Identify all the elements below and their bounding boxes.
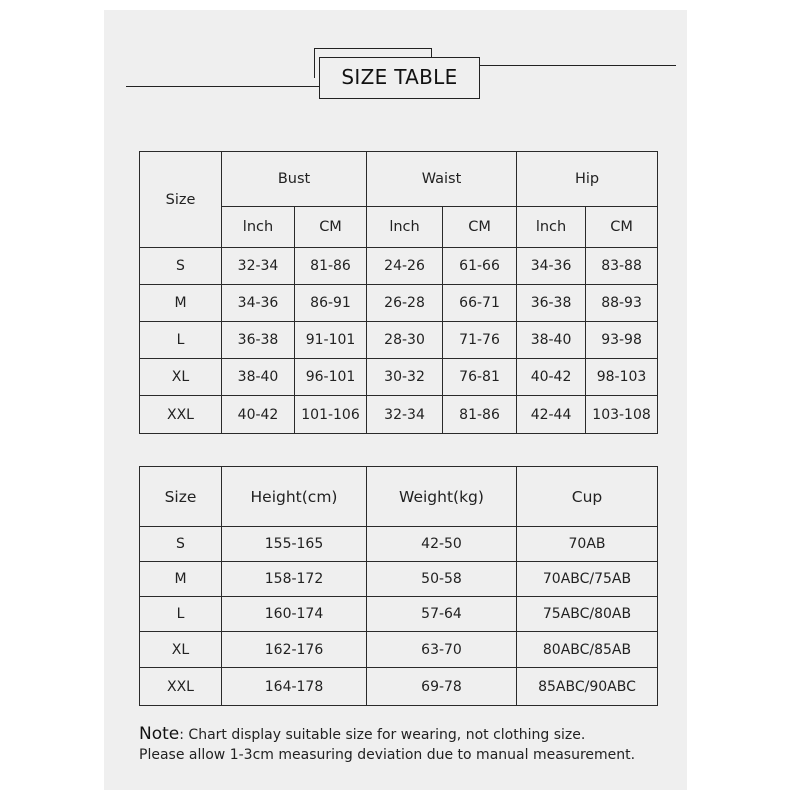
size-cell: XL bbox=[140, 359, 222, 396]
table-cell: 86-91 bbox=[295, 285, 367, 322]
table-cell: 40-42 bbox=[222, 396, 295, 434]
table-cell: 160-174 bbox=[222, 597, 367, 632]
fit-guide-table bbox=[139, 466, 658, 706]
header-row bbox=[140, 467, 658, 527]
size-cell: L bbox=[140, 322, 222, 359]
table-cell: 32-34 bbox=[367, 396, 443, 434]
table-cell: 38-40 bbox=[517, 322, 586, 359]
table-cell: 158-172 bbox=[222, 562, 367, 597]
table-cell: 32-34 bbox=[222, 248, 295, 285]
table-row bbox=[140, 359, 658, 396]
table-cell: 61-66 bbox=[443, 248, 517, 285]
table-cell: 34-36 bbox=[222, 285, 295, 322]
table-cell: 85ABC/90ABC bbox=[517, 668, 658, 706]
table-cell: 69-78 bbox=[367, 668, 517, 706]
height-header: Height(cm) bbox=[222, 467, 367, 527]
table-row bbox=[140, 396, 658, 434]
table-cell: 75ABC/80AB bbox=[517, 597, 658, 632]
cup-header: Cup bbox=[517, 467, 658, 527]
size-cell: S bbox=[140, 527, 222, 562]
table-row bbox=[140, 527, 658, 562]
size-cell: XXL bbox=[140, 668, 222, 706]
size-cell: M bbox=[140, 285, 222, 322]
table-row bbox=[140, 248, 658, 285]
size-header: Size bbox=[140, 152, 222, 248]
table-cell: 42-50 bbox=[367, 527, 517, 562]
table-cell: 81-86 bbox=[295, 248, 367, 285]
table-row bbox=[140, 285, 658, 322]
table-cell: 63-70 bbox=[367, 632, 517, 668]
table-cell: 26-28 bbox=[367, 285, 443, 322]
bust-header: Bust bbox=[222, 152, 367, 207]
table-cell: 93-98 bbox=[586, 322, 658, 359]
waist-header: Waist bbox=[367, 152, 517, 207]
size-header: Size bbox=[140, 467, 222, 527]
size-cell: S bbox=[140, 248, 222, 285]
note-label: Note bbox=[139, 724, 180, 744]
size-cell: XXL bbox=[140, 396, 222, 434]
unit-header: lnch bbox=[367, 207, 443, 248]
table-row bbox=[140, 562, 658, 597]
unit-header: lnch bbox=[222, 207, 295, 248]
table-cell: 98-103 bbox=[586, 359, 658, 396]
title-rule-left bbox=[126, 86, 321, 87]
table-row bbox=[140, 597, 658, 632]
table-cell: 164-178 bbox=[222, 668, 367, 706]
size-cell: M bbox=[140, 562, 222, 597]
table-cell: 96-101 bbox=[295, 359, 367, 396]
unit-header: lnch bbox=[517, 207, 586, 248]
note-text: : Chart display suitable size for wearing, not clothing size. bbox=[179, 727, 586, 743]
table-cell: 101-106 bbox=[295, 396, 367, 434]
table-cell: 57-64 bbox=[367, 597, 517, 632]
table-cell: 80ABC/85AB bbox=[517, 632, 658, 668]
group-header-row bbox=[140, 152, 658, 207]
table-cell: 71-76 bbox=[443, 322, 517, 359]
page-title: SIZE TABLE bbox=[341, 65, 458, 89]
table-cell: 36-38 bbox=[222, 322, 295, 359]
table-cell: 91-101 bbox=[295, 322, 367, 359]
table-cell: 66-71 bbox=[443, 285, 517, 322]
table-cell: 36-38 bbox=[517, 285, 586, 322]
table-cell: 40-42 bbox=[517, 359, 586, 396]
table-cell: 103-108 bbox=[586, 396, 658, 434]
table-cell: 162-176 bbox=[222, 632, 367, 668]
table-cell: 24-26 bbox=[367, 248, 443, 285]
table-cell: 81-86 bbox=[443, 396, 517, 434]
table-cell: 42-44 bbox=[517, 396, 586, 434]
table-row bbox=[140, 322, 658, 359]
table-cell: 34-36 bbox=[517, 248, 586, 285]
table-cell: 76-81 bbox=[443, 359, 517, 396]
table-cell: 50-58 bbox=[367, 562, 517, 597]
unit-header: CM bbox=[586, 207, 658, 248]
size-cell: L bbox=[140, 597, 222, 632]
table-row bbox=[140, 632, 658, 668]
title-rule-right bbox=[480, 65, 676, 66]
table-cell: 70ABC/75AB bbox=[517, 562, 658, 597]
unit-header: CM bbox=[295, 207, 367, 248]
body-measurement-table bbox=[139, 151, 658, 434]
table-cell: 155-165 bbox=[222, 527, 367, 562]
table-cell: 88-93 bbox=[586, 285, 658, 322]
hip-header: Hip bbox=[517, 152, 658, 207]
table-cell: 28-30 bbox=[367, 322, 443, 359]
unit-header: CM bbox=[443, 207, 517, 248]
table-row bbox=[140, 668, 658, 706]
footnote-line-1 bbox=[139, 724, 635, 745]
table-cell: 70AB bbox=[517, 527, 658, 562]
size-cell: XL bbox=[140, 632, 222, 668]
table-cell: 38-40 bbox=[222, 359, 295, 396]
table-cell: 83-88 bbox=[586, 248, 658, 285]
footnote bbox=[139, 724, 635, 765]
weight-header: Weight(kg) bbox=[367, 467, 517, 527]
table-cell: 30-32 bbox=[367, 359, 443, 396]
footnote-line-2: Please allow 1-3cm measuring deviation due to manual measurement. bbox=[139, 747, 636, 763]
